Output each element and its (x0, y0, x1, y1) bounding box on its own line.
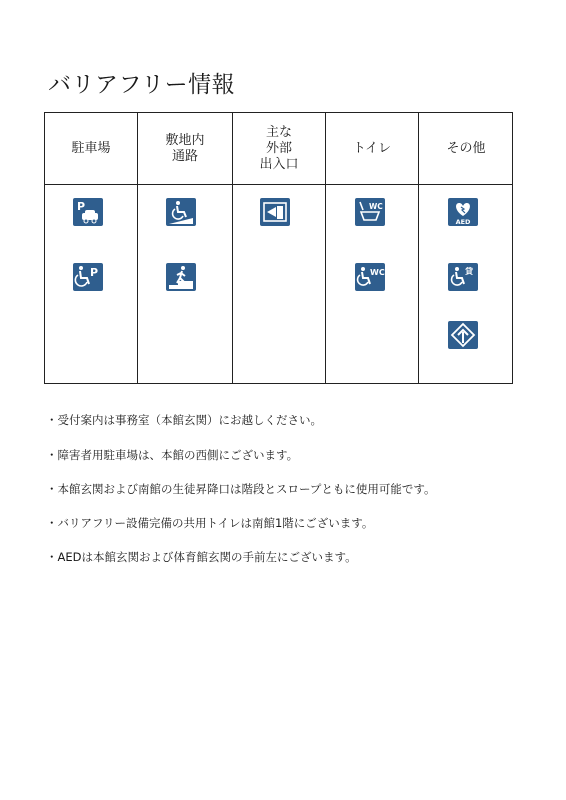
header-parking: 駐車場 (71, 140, 111, 156)
tactile-guide-icon (448, 321, 478, 349)
svg-text:WC: WC (369, 202, 383, 211)
entrance-door-icon (260, 198, 290, 226)
header-toilet: トイレ (352, 140, 392, 156)
note-item: ・AEDは本館玄関および体育館玄関の手前左にございます。 (46, 550, 357, 564)
parking-car-icon (73, 198, 103, 226)
note-item: ・障害者用駐車場は、本館の西側にございます。 (46, 448, 299, 462)
wheelchair-parking-icon (73, 263, 103, 291)
aed-heart-icon (448, 198, 478, 226)
stairs-person-icon (166, 263, 196, 291)
header-other: その他 (446, 140, 486, 156)
header-site-path: 敷地内 通路 (165, 132, 205, 164)
toilet-wc-icon (355, 198, 385, 226)
page-title: バリアフリー情報 (48, 72, 236, 98)
header-main-entrance: 主な 外部 出入口 (259, 124, 299, 172)
svg-text:P: P (90, 266, 99, 279)
svg-text:WC: WC (370, 268, 385, 277)
barrier-free-table (44, 112, 513, 384)
note-item: ・バリアフリー設備完備の共用トイレは南館1階にございます。 (46, 516, 374, 530)
wheelchair-rental-icon (448, 263, 478, 291)
note-item: ・本館玄関および南館の生徒昇降口は階段とスロープともに使用可能です。 (46, 482, 436, 496)
header-divider (45, 184, 512, 185)
wheelchair-slope-icon (166, 198, 196, 226)
wheelchair-wc-icon (355, 263, 385, 291)
svg-text:貸: 貸 (465, 267, 473, 276)
note-item: ・受付案内は事務室（本館玄関）にお越しください。 (46, 413, 322, 427)
svg-text:AED: AED (455, 218, 471, 226)
svg-text:P: P (77, 200, 86, 213)
